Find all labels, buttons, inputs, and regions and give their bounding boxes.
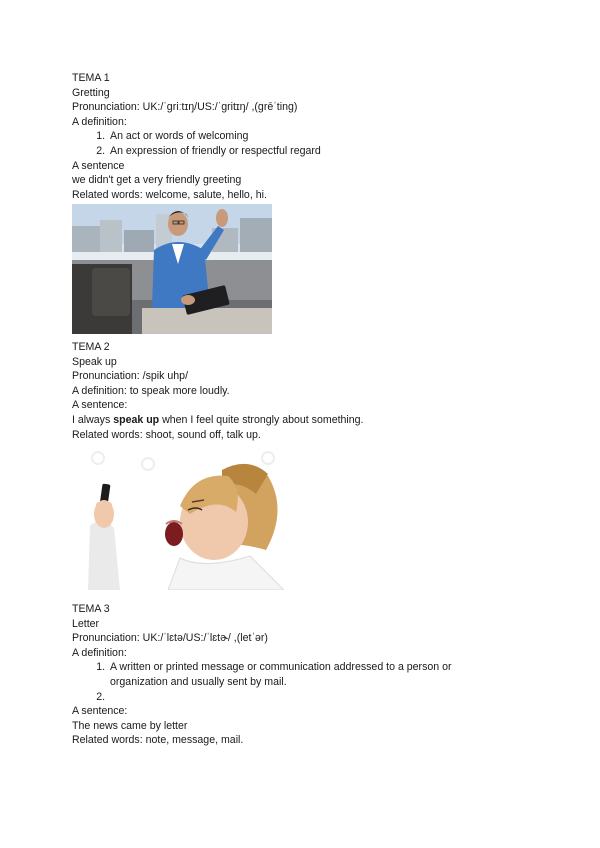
example-sentence: we didn't get a very friendly greeting xyxy=(72,174,242,187)
definition-list xyxy=(72,129,532,158)
definition-label: A definition: xyxy=(72,115,127,128)
speak-up-illustration xyxy=(72,450,284,590)
related-words: Related words: shoot, sound off, talk up. xyxy=(72,428,261,441)
word-title: Gretting xyxy=(72,86,110,99)
definition-item: 1. A written or printed message or communication addressed to a person or organization and usually sent by mail. xyxy=(108,660,480,689)
sentence-label: A sentence: xyxy=(72,705,128,718)
pronunciation: Pronunciation: /spik uhp/ xyxy=(72,370,189,383)
definition-label: A definition: xyxy=(72,646,127,659)
definition: A definition: to speak more loudly. xyxy=(72,384,230,397)
section-tema-3 xyxy=(72,602,532,748)
section-heading: TEMA 1 xyxy=(72,72,110,84)
pronunciation: Pronunciation: UK:/ˈlɛtə/US:/ˈlɛtɚ/ ,(letˈər) xyxy=(72,632,268,645)
greeting-illustration xyxy=(72,204,272,334)
definition-list xyxy=(72,660,532,704)
sentence-start: I always xyxy=(72,413,114,426)
sentence-phrase-bold: speak up xyxy=(113,413,160,426)
section-tema-1 xyxy=(72,71,532,334)
word-title: Speak up xyxy=(72,355,117,368)
definition-item: 2. An expression of friendly or respectful regard xyxy=(108,144,532,159)
definition-item: 1. An act or words of welcoming xyxy=(108,129,532,144)
example-sentence: The news came by letter xyxy=(72,719,188,732)
section-heading: TEMA 3 xyxy=(72,603,110,615)
sentence-label: A sentence xyxy=(72,159,125,172)
definition-item-empty xyxy=(108,690,532,705)
greeting-photo xyxy=(72,204,272,334)
pronunciation: Pronunciation: UK:/ˈɡriːtɪŋ/US:/ˈɡritɪŋ/ ,(grēˈting) xyxy=(72,101,298,114)
sentence-end: when I feel quite strongly about something. xyxy=(159,413,364,426)
related-words: Related words: note, message, mail. xyxy=(72,734,244,747)
speak-up-photo xyxy=(72,450,284,590)
example-sentence xyxy=(72,413,532,428)
related-words: Related words: welcome, salute, hello, hi. xyxy=(72,188,267,201)
sentence-label: A sentence: xyxy=(72,399,128,412)
word-title: Letter xyxy=(72,617,100,630)
section-heading: TEMA 2 xyxy=(72,341,110,353)
section-tema-2 xyxy=(72,340,532,590)
